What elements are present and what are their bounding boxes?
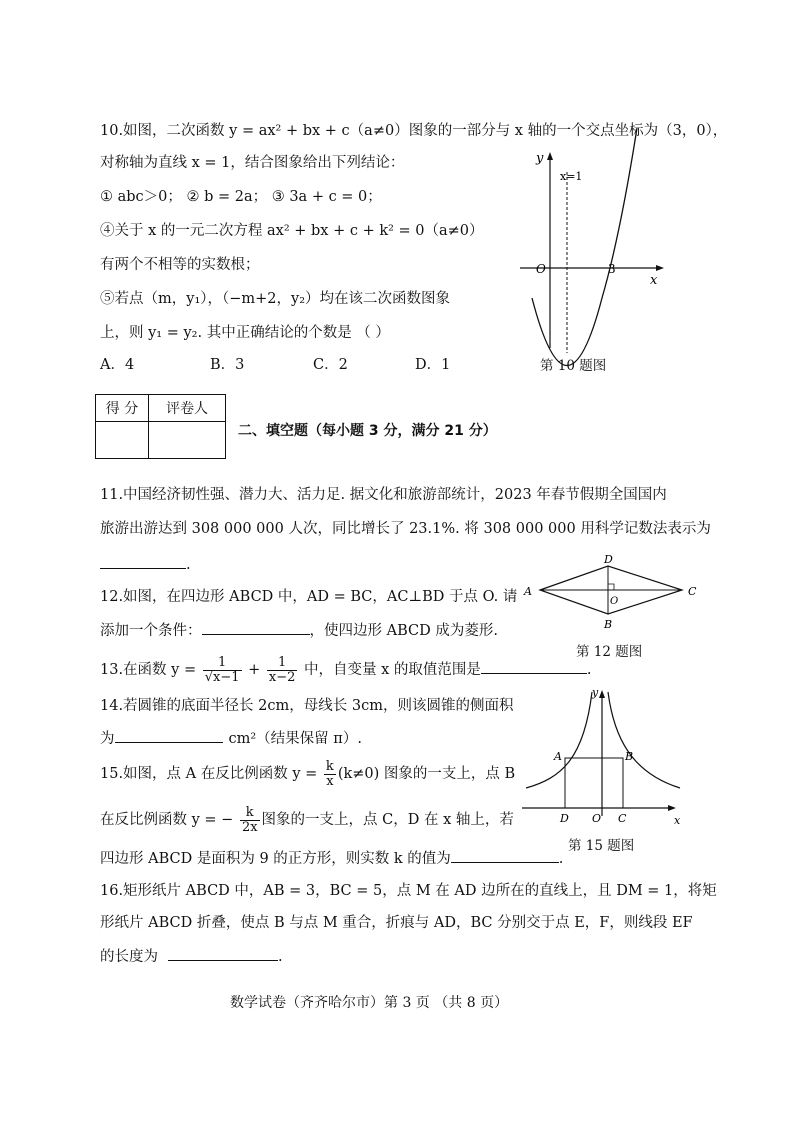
- q12-label-c: C: [688, 585, 697, 598]
- q15-x-arrow: [668, 805, 676, 811]
- q13-f1-num: 1: [203, 656, 242, 671]
- q13-f2-den: x−2: [268, 669, 296, 685]
- q15-line-1-pre: 15.如图，点 A 在反比例函数 y =: [100, 766, 318, 782]
- q12-answer-blank[interactable]: [202, 620, 310, 635]
- q15-label-o: O: [592, 812, 602, 825]
- q12-label-a: A: [524, 585, 532, 598]
- q15-line-2-post: 图象的一支上，点 C，D 在 x 轴上，若: [261, 812, 514, 828]
- q12-line-2: [100, 620, 498, 640]
- q15-f2-num: k: [240, 806, 260, 821]
- q10-line-4: ④关于 x 的一元二次方程 ax² + bx + c + k² = 0（a≠0）: [100, 223, 484, 239]
- q13-f1-den: √x−1: [204, 669, 240, 685]
- score-table: [95, 394, 226, 459]
- q10-line-7: 上，则 y₁ = y₂. 其中正确结论的个数是 （ ）: [100, 325, 390, 341]
- q14-line-2-post: cm²（结果保留 π）.: [228, 731, 362, 747]
- q10-line-6: ⑤若点（m，y₁），（−m+2，y₂）均在该二次函数图象: [100, 291, 451, 307]
- q14-line-2-pre: 为: [100, 731, 115, 747]
- grader-cell[interactable]: [149, 422, 226, 459]
- q10-tick-3: 3: [608, 262, 616, 276]
- q13-post: 中，自变量 x 的取值范围是: [304, 662, 481, 678]
- q15-line-2-pre: 在反比例函数 y = −: [100, 812, 234, 828]
- q15-figure-caption: 第 15 题图: [568, 838, 635, 854]
- q13-line: [100, 654, 592, 686]
- q13-plus: +: [248, 662, 261, 678]
- q14-answer-blank[interactable]: [115, 728, 223, 743]
- q10-line-1: 10.如图，二次函数 y = ax² + bx + c（a≠0）图象的一部分与 x 轴的一个交点坐标为（3，0），: [100, 123, 728, 139]
- q15-fraction-2: [240, 806, 260, 835]
- q10-option-c: C．2: [313, 357, 348, 373]
- q15-period: .: [558, 851, 564, 867]
- q15-line-3: [100, 848, 563, 868]
- q12-line-1: 12.如图，在四边形 ABCD 中，AD = BC，AC⊥BD 于点 O. 请: [100, 589, 518, 605]
- q11-line-1: 11.中国经济韧性强、潜力大、活力足. 据文化和旅游部统计，2023 年春节假期全国国内: [100, 487, 667, 503]
- q10-line-2: 对称轴为直线 x = 1，结合图象给出下列结论：: [100, 155, 405, 171]
- q16-line-1: 16.矩形纸片 ABCD 中，AB = 3，BC = 5，点 M 在 AD 边所在的直线上，且 DM = 1，将矩: [100, 883, 717, 899]
- q16-answer-blank[interactable]: [168, 946, 278, 961]
- q16-line-3: [100, 946, 283, 966]
- q15-y-arrow: [599, 690, 605, 698]
- q10-parabola-figure: [520, 148, 690, 358]
- q15-y-label: y: [592, 686, 599, 699]
- q16-line-3-pre: 的长度为: [100, 949, 158, 965]
- q13-period: .: [586, 662, 592, 678]
- q15-answer-blank[interactable]: [451, 848, 559, 863]
- q10-x-arrow: [656, 265, 664, 271]
- q12-line-2-post: ，使四边形 ABCD 成为菱形.: [309, 623, 498, 639]
- q10-y-arrow: [547, 152, 553, 160]
- q15-x-label: x: [674, 814, 681, 827]
- q15-left-branch: [526, 692, 592, 788]
- q13-answer-blank[interactable]: [481, 659, 587, 674]
- q16-line-2: 形纸片 ABCD 折叠，使点 B 与点 M 重合，折痕与 AD，BC 分别交于点 E，F，则线段 EF: [100, 915, 693, 931]
- q11-answer-line: [100, 554, 191, 574]
- q10-x-label: x: [650, 273, 658, 288]
- q15-label-b: B: [625, 750, 634, 763]
- q10-line-5: 有两个不相等的实数根；: [100, 257, 260, 273]
- q11-line-2: 旅游出游达到 308 000 000 人次，同比增长了 23.1%. 将 308 000 000 用科学记数法表示为: [100, 521, 711, 537]
- q15-f1-den: x: [326, 773, 334, 789]
- q16-period: .: [278, 949, 283, 965]
- q12-rhombus-figure: [520, 553, 700, 631]
- q15-line-2: [100, 804, 514, 836]
- q10-axis-label: x=1: [560, 170, 583, 183]
- q15-label-a: A: [554, 750, 562, 763]
- q11-period: .: [186, 557, 191, 573]
- q13-fraction-2: [267, 656, 298, 685]
- q10-parabola-curve: [532, 128, 637, 366]
- q13-pre: 13.在函数 y =: [100, 662, 197, 678]
- q13-f2-num: 1: [267, 656, 298, 671]
- q12-label-d: D: [604, 553, 613, 566]
- q10-y-label: y: [536, 151, 544, 166]
- q14-line-2: [100, 728, 362, 748]
- q15-f1-num: k: [325, 758, 334, 774]
- q15-line-1: [100, 758, 515, 790]
- q13-fraction-1: [203, 656, 242, 685]
- q15-line-3-pre: 四边形 ABCD 是面积为 9 的正方形，则实数 k 的值为: [100, 851, 451, 867]
- q10-figure-caption: 第 10 题图: [540, 358, 607, 374]
- section-2-title: 二、填空题（每小题 3 分，满分 21 分）: [238, 423, 497, 439]
- grader-header: 评卷人: [149, 395, 226, 422]
- q15-f2-den: 2x: [241, 819, 258, 835]
- q12-label-o: O: [610, 596, 619, 607]
- q10-option-b: B．3: [210, 357, 245, 373]
- q15-right-branch: [608, 692, 680, 788]
- q12-figure-caption: 第 12 题图: [576, 644, 643, 660]
- q11-answer-blank[interactable]: [100, 554, 186, 569]
- q15-label-c: C: [618, 812, 627, 825]
- score-header: 得 分: [96, 395, 149, 422]
- score-cell[interactable]: [96, 422, 149, 459]
- q10-option-d: D．1: [415, 357, 451, 373]
- q12-line-2-pre: 添加一个条件：: [100, 623, 202, 639]
- q15-fraction-1: [324, 760, 336, 789]
- page-footer: 数学试卷（齐齐哈尔市）第 3 页 （共 8 页）: [230, 995, 509, 1011]
- q14-line-1: 14.若圆锥的底面半径长 2cm，母线长 3cm，则该圆锥的侧面积: [100, 698, 514, 714]
- q15-line-1-post: (k≠0) 图象的一支上，点 B: [337, 766, 516, 782]
- q15-label-d: D: [560, 812, 569, 825]
- q12-right-angle-mark: [608, 584, 614, 590]
- q10-line-3: ① abc＞0； ② b = 2a； ③ 3a + c = 0；: [100, 189, 382, 205]
- q10-option-a: A．4: [100, 357, 135, 373]
- q12-label-b: B: [604, 618, 613, 631]
- q15-square: [565, 758, 623, 808]
- q10-origin-label: O: [536, 262, 546, 276]
- q15-hyperbola-figure: [522, 688, 692, 828]
